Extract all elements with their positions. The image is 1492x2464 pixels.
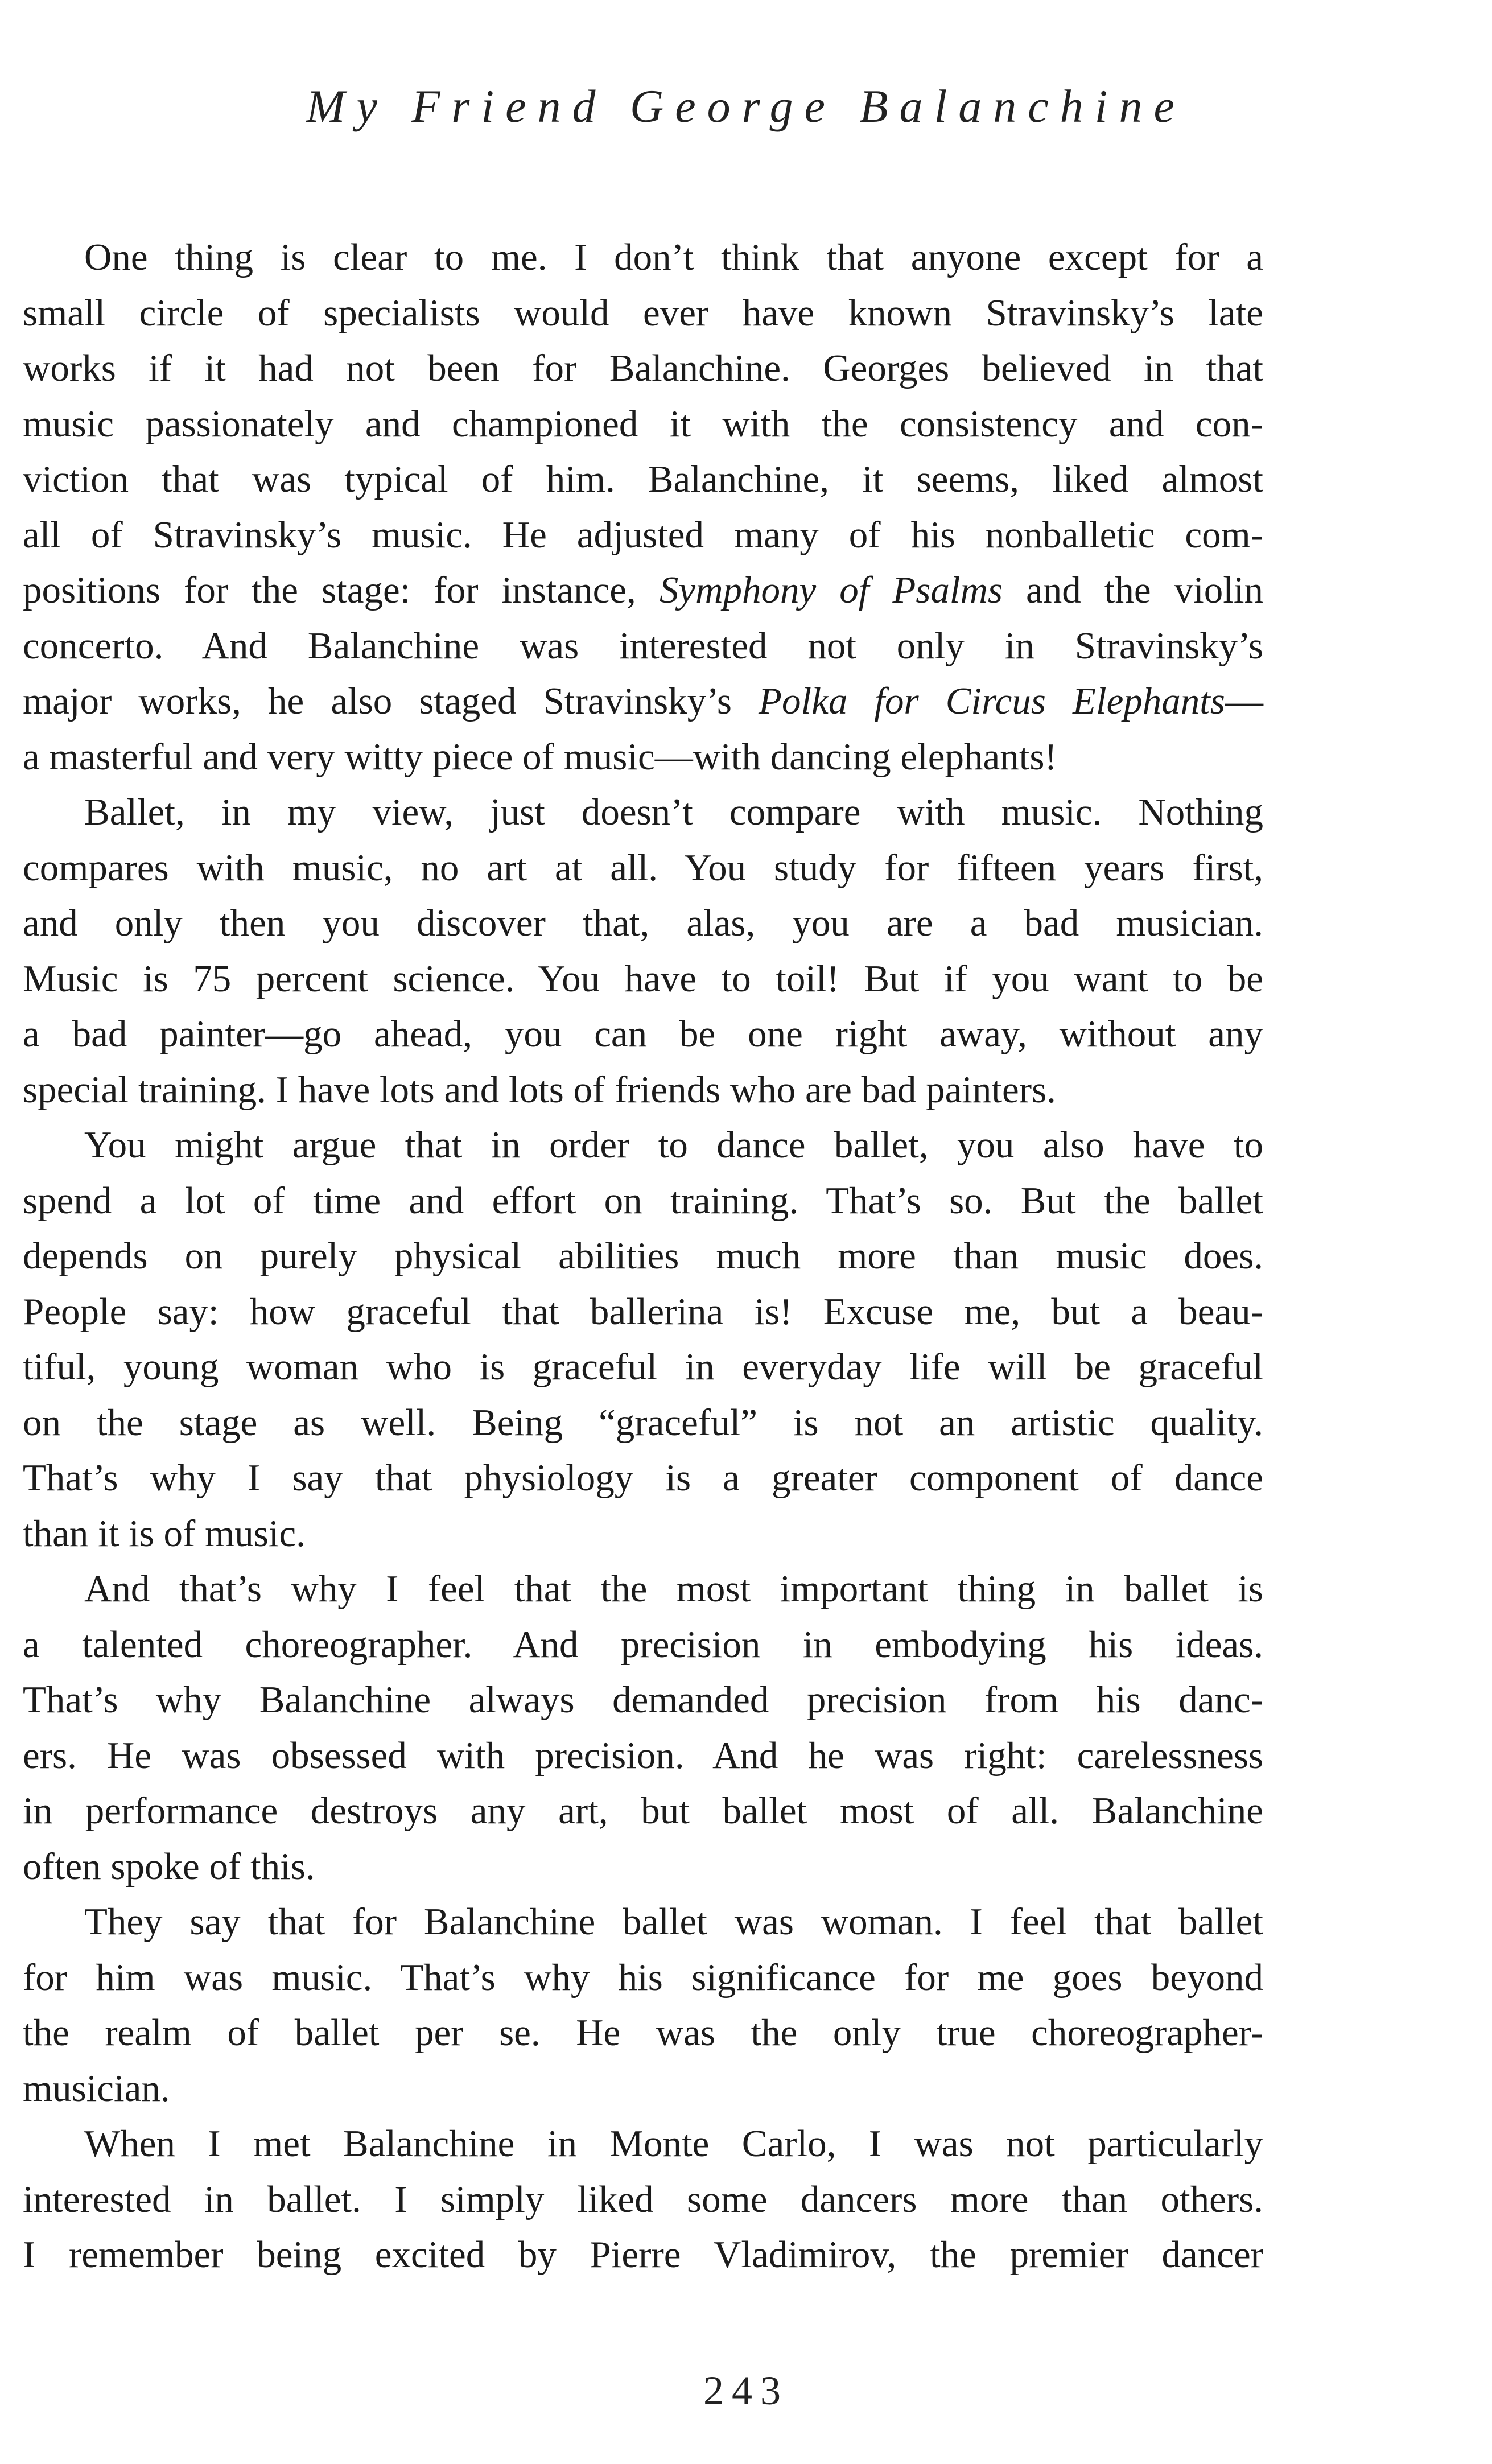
- text-line: [23, 785, 1263, 840]
- text-line: [23, 1229, 1263, 1284]
- text-run: a talented choreographer. And precision in embodying his ideas.: [23, 1623, 1263, 1666]
- text-line: [23, 1451, 1263, 1506]
- text-line: [23, 1617, 1263, 1673]
- text-line: [23, 1395, 1263, 1451]
- text-run: and only then you discover that, alas, you are a bad musician.: [23, 902, 1263, 944]
- text-run: viction that was typical of him. Balanchine, it seems, liked almost: [23, 458, 1263, 500]
- text-run: People say: how graceful that ballerina is! Excuse me, but a beau-: [23, 1290, 1263, 1333]
- text-line: [23, 840, 1263, 896]
- text-run: Music is 75 percent science. You have to toil! But if you want to be: [23, 957, 1263, 1000]
- text-run: music passionately and championed it with the consistency and con-: [23, 402, 1263, 445]
- text-line: [23, 1839, 1263, 1895]
- text-run: ers. He was obsessed with precision. And he was right: carelessness: [23, 1734, 1263, 1777]
- italic-title: Symphony of Psalms: [659, 569, 1003, 611]
- text-run: I remember being excited by Pierre Vladimirov, the premier dancer: [23, 2234, 1263, 2276]
- text-run: When I met Balanchine in Monte Carlo, I was not particularly: [84, 2123, 1263, 2165]
- text-line: [23, 2116, 1263, 2172]
- text-run: And that’s why I feel that the most important thing in ballet is: [84, 1568, 1263, 1610]
- text-line: [23, 2172, 1263, 2228]
- page-number: 243: [703, 2368, 789, 2413]
- text-line: [23, 674, 1263, 730]
- text-run: the realm of ballet per se. He was the only true choreographer-: [23, 2012, 1263, 2054]
- text-run: works if it had not been for Balanchine. Georges believed in that: [23, 347, 1263, 389]
- text-line: [23, 1173, 1263, 1229]
- text-run: Ballet, in my view, just doesn’t compare with music. Nothing: [84, 791, 1263, 833]
- text-line: [23, 230, 1263, 286]
- text-line: [23, 563, 1263, 619]
- text-run: for him was music. That’s why his significance for me goes beyond: [23, 1956, 1263, 1999]
- text-line: [23, 896, 1263, 951]
- text-line: [23, 1506, 1263, 1562]
- text-run: major works, he also staged Stravinsky’s: [23, 680, 759, 722]
- italic-title: Polka for Circus Elephants: [759, 680, 1225, 722]
- text-run: That’s why Balanchine always demanded precision from his danc-: [23, 1679, 1263, 1721]
- text-line: [23, 1062, 1263, 1118]
- text-line: [23, 1728, 1263, 1784]
- text-run: small circle of specialists would ever have known Stravinsky’s late: [23, 291, 1263, 334]
- text-line: [23, 397, 1263, 452]
- text-line: [23, 2005, 1263, 2061]
- text-run: compares with music, no art at all. You study for fifteen years first,: [23, 846, 1263, 889]
- text-run: depends on purely physical abilities much more than music does.: [23, 1235, 1263, 1277]
- text-run: special training. I have lots and lots of friends who are bad painters.: [23, 1068, 1056, 1111]
- text-line: [23, 1672, 1263, 1728]
- text-line: [23, 730, 1263, 785]
- text-run: They say that for Balanchine ballet was woman. I feel that ballet: [84, 1901, 1263, 1943]
- text-line: [23, 1894, 1263, 1950]
- text-run: often spoke of this.: [23, 1845, 315, 1888]
- text-line: [23, 1284, 1263, 1340]
- text-run: positions for the stage: for instance,: [23, 569, 660, 611]
- text-run: musician.: [23, 2067, 170, 2109]
- text-run: tiful, young woman who is graceful in everyday life will be graceful: [23, 1346, 1263, 1388]
- text-line: [23, 2061, 1263, 2117]
- text-line: [23, 951, 1263, 1007]
- text-run: a masterful and very witty piece of music—with dancing elephants!: [23, 735, 1057, 778]
- text-line: [23, 286, 1263, 341]
- text-run: One thing is clear to me. I don’t think that anyone except for a: [84, 236, 1263, 278]
- text-run: than it is of music.: [23, 1512, 306, 1555]
- text-run: and the violin: [1002, 569, 1264, 611]
- text-run: a bad painter—go ahead, you can be one right away, without any: [23, 1013, 1263, 1055]
- text-run: in performance destroys any art, but ballet most of all. Balanchine: [23, 1790, 1263, 1832]
- body-text: [23, 230, 1263, 2283]
- text-line: [23, 619, 1263, 674]
- text-line: [23, 452, 1263, 508]
- text-run: interested in ballet. I simply liked some dancers more than others.: [23, 2178, 1263, 2220]
- text-line: [23, 1118, 1263, 1173]
- text-run: concerto. And Balanchine was interested not only in Stravinsky’s: [23, 624, 1263, 667]
- text-line: [23, 1783, 1263, 1839]
- text-run: spend a lot of time and effort on training. That’s so. But the ballet: [23, 1179, 1263, 1222]
- text-line: [23, 1950, 1263, 2006]
- text-run: on the stage as well. Being “graceful” is not an artistic quality.: [23, 1401, 1263, 1444]
- text-line: [23, 1561, 1263, 1617]
- text-line: [23, 1340, 1263, 1395]
- text-run: —: [1225, 680, 1263, 722]
- running-head: My Friend George Balanchine: [306, 80, 1186, 132]
- text-run: You might argue that in order to dance ballet, you also have to: [84, 1124, 1263, 1166]
- text-line: [23, 1007, 1263, 1062]
- text-run: That’s why I say that physiology is a greater component of dance: [23, 1457, 1263, 1499]
- text-line: [23, 2227, 1263, 2283]
- text-line: [23, 341, 1263, 397]
- text-line: [23, 508, 1263, 563]
- text-run: all of Stravinsky’s music. He adjusted many of his nonballetic com-: [23, 513, 1263, 556]
